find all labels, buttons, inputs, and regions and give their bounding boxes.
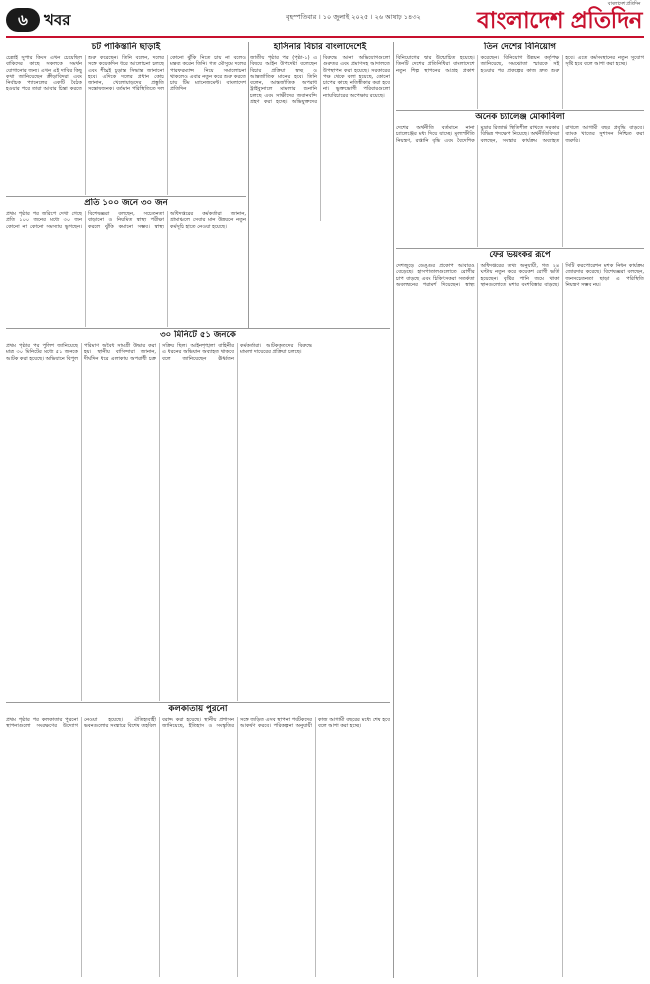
article-headline: হাসিনার বিচার বাংলাদেশেই bbox=[273, 42, 367, 52]
page-header bbox=[0, 0, 650, 36]
article-headline: কলকাতায় পুরনো bbox=[168, 704, 228, 714]
article-body: দেশের অর্থনীতি বর্তমানে নানা চ্যালেঞ্জের মধ্য দিয়ে যাচ্ছে। মূল্যস্ফীতি নিয়ন্ত্রণ, রপ্তানি বৃদ্ধি এবং বৈদেশিক মুদ্রার রিজার্ভ স্থিতিশীল রাখতে সরকার বিভিন্ন পদক্ষেপ নিয়েছে। অর্থনীতিবিদরা বলছেন, সংস্কার কার্যক্রম অব্যাহত রাখলে আগামী বছর প্রবৃদ্ধি বাড়বে। ব্যাংক খাতের সুশাসন নিশ্চিত করা জরুরি। bbox=[396, 125, 644, 144]
masthead-title: বাংলাদেশ প্রতিদিন bbox=[476, 7, 642, 34]
article-headline: চট পাকিস্তানি ছাড়াই bbox=[91, 42, 161, 52]
article-headline: প্রতি ১০০ জনে ৩০ জন bbox=[84, 198, 168, 208]
article-body: বিনিয়োগের দ্বার উন্মোচিত হয়েছে। তিনটি দেশের প্রতিনিধিরা বাংলাদেশে নতুন শিল্প স্থাপনের আগ্রহ প্রকাশ করেছেন। বিনিয়োগ উন্নয়ন কর্তৃপক্ষ জানিয়েছে, সমঝোতা স্মারকে সই হওয়ার পর প্রকল্পের কাজ দ্রুত শুরু হবে। এতে কর্মসংস্থানের নতুন সুযোগ সৃষ্টি হবে বলে আশা করা হচ্ছে। bbox=[396, 55, 644, 74]
article-body: প্রথম পৃষ্ঠার পর কলকাতার পুরনো স্থাপনাগুলো সংরক্ষণের উদ্যোগ নেওয়া হয়েছে। ঐতিহ্যবাহী ভবনগুলোর সংস্কারে বিশেষ তহবিল বরাদ্দ করা হয়েছে। স্থানীয় প্রশাসন জানিয়েছে, ইতিহাস ও সংস্কৃতির সঙ্গে জড়িত এসব স্থাপনা পর্যটকদের আকর্ষণ করবে। পরিকল্পনা অনুযায়ী কাজ আগামী বছরের মধ্যে শেষ হবে বলে আশা করা হচ্ছে। bbox=[6, 717, 390, 730]
article-divider bbox=[396, 110, 644, 111]
article-divider bbox=[6, 328, 390, 329]
article-body: প্রথম পৃষ্ঠার পর জরিপে দেখা গেছে প্রতি ১০০ জনের মধ্যে ৩০ জন কোনো না কোনো সমস্যায় ভুগছেন। বিশেষজ্ঞরা বলছেন, সচেতনতা বাড়ানো ও নিয়মিত স্বাস্থ্য পরীক্ষা করলে ঝুঁকি কমানো সম্ভব। স্বাস্থ্য অধিদপ্তরের কর্মকর্তারা জানান, গ্রামাঞ্চলে সেবার মান উন্নয়নে নতুন কর্মসূচি হাতে নেওয়া হয়েছে। bbox=[6, 211, 246, 230]
column-divider bbox=[248, 42, 249, 328]
article-body: প্রথম পৃষ্ঠার পর পুলিশ জানিয়েছে মাত্র ৩০ মিনিটের মধ্যে ৫১ জনকে আটক করা হয়েছে। অভিযানে বিপুল পরিমাণ অবৈধ সামগ্রী উদ্ধার করা হয়। স্থানীয় বাসিন্দারা জানান, দীর্ঘদিন ধরে এলাকায় অপরাধী চক্র সক্রিয় ছিল। আইনশৃঙ্খলা বাহিনীর এ ধরনের অভিযান অব্যাহত থাকবে বলে জানিয়েছেন ঊর্ধ্বতন কর্মকর্তারা। আটককৃতদের বিরুদ্ধে মামলা দায়েরের প্রক্রিয়া চলছে। bbox=[6, 343, 312, 362]
article-cricket bbox=[6, 42, 246, 196]
article-survey bbox=[6, 198, 246, 328]
article-dengue bbox=[396, 250, 644, 978]
article-divider bbox=[396, 248, 644, 249]
article-investment bbox=[396, 42, 644, 110]
article-body: চেন্নাই সুপার কিংস এখন চেয়েছিল বাকিদের কাছে সকলকে সমর্থন যোগানোর জন্য। এখন এই দাবির কিছু কথা জানিয়েছেন ক্রীড়াবিদরা এবং নির্বাচক প্যানেলের একটি বৈঠক হওয়ার পরে তারা আবার চিন্তা করতে শুরু করেছেন। তিনি বলেন, দলের সঙ্গে কয়েকদিন ধরে আলোচনা চলছে এবং শীঘ্রই চূড়ান্ত সিদ্ধান্ত জানানো হবে। এদিকে দলের প্রধান কোচ জানান, খেলোয়াড়দের প্রস্তুতি সন্তোষজনক। বর্তমান পরিস্থিতিতে দল কোনো ঝুঁকি নিতে চায় না বলেও মন্তব্য করেন তিনি। গত মৌসুমে দলের পারফরম্যান্স নিয়ে সমালোচনা থাকলেও এবার নতুন করে শুরু করতে চায় টিম ম্যানেজমেন্ট। বাংলাদেশ প্রতিদিন bbox=[6, 55, 246, 93]
article-headline: অনেক চ্যালেঞ্জ মোকাবিলা bbox=[475, 112, 565, 122]
article-arrests bbox=[6, 330, 390, 702]
dateline: বৃহস্পতিবার । ১০ জুলাই ২০২৫ । ২৬ আষাঢ় ১৪৩২ bbox=[286, 13, 421, 21]
article-headline: ফের ভয়ংকর রূপে bbox=[489, 250, 551, 260]
article-body: দেশজুড়ে ডেঙ্গুর প্রকোপ আবারও বেড়েছে। হাসপাতালগুলোতে রোগীর চাপ বাড়ছে এবং চিকিৎসকরা সতর্কতা অবলম্বনের পরামর্শ দিয়েছেন। স্বাস্থ্য অধিদপ্তরের তথ্য অনুযায়ী, গত ২৪ ঘণ্টায় নতুন করে কয়েকশ রোগী ভর্তি হয়েছেন। বৃষ্টির পানি জমে থাকা স্থানগুলোতে মশার বংশবিস্তার বাড়ছে। সিটি করপোরেশন মশক নিধন কার্যক্রম জোরদার করেছে। বিশেষজ্ঞরা বলছেন, জনসচেতনতা ছাড়া এ পরিস্থিতি নিয়ন্ত্রণ সম্ভব নয়। bbox=[396, 263, 644, 288]
article-headline: ৩০ মিনিটে ৫১ জনকে bbox=[160, 330, 236, 340]
column-divider bbox=[393, 42, 394, 978]
article-hasina-trial bbox=[250, 42, 390, 222]
article-kolkata bbox=[6, 704, 390, 978]
section-title: খবর bbox=[44, 11, 71, 29]
article-divider bbox=[6, 196, 246, 197]
article-body: জাতীয় পৃষ্ঠার পর (পৃষ্ঠা-১) এ বিষয়ে আইন উপদেষ্টা বলেছেন বিচার প্রক্রিয়া স্বচ্ছ ও আন্তর্জাতিক মানের হবে। তিনি বলেন, আন্তর্জাতিক অপরাধ ট্রাইব্যুনালে মামলার শুনানি চলছে এবং সাক্ষীদের জবানবন্দি গ্রহণ করা হচ্ছে। অভিযুক্তদের বিরুদ্ধে আনা অভিযোগগুলো গুরুতর এবং প্রমাণসহ আদালতে উপস্থাপন করা হয়েছে। সরকারের পক্ষ থেকে বলা হয়েছে, কোনো চাপের কাছে নতিস্বীকার করা হবে না। ভুক্তভোগী পরিবারগুলো ন্যায়বিচারের অপেক্ষায় রয়েছে। bbox=[250, 55, 390, 106]
page-number: ৬ bbox=[6, 8, 40, 32]
article-divider bbox=[6, 702, 390, 703]
article-headline: তিন দেশের বিনিয়োগ bbox=[484, 42, 556, 52]
masthead-subtitle: বাংলাদেশ প্রতিদিন bbox=[607, 1, 640, 7]
article-challenges bbox=[396, 112, 644, 248]
header-rule bbox=[6, 36, 644, 38]
